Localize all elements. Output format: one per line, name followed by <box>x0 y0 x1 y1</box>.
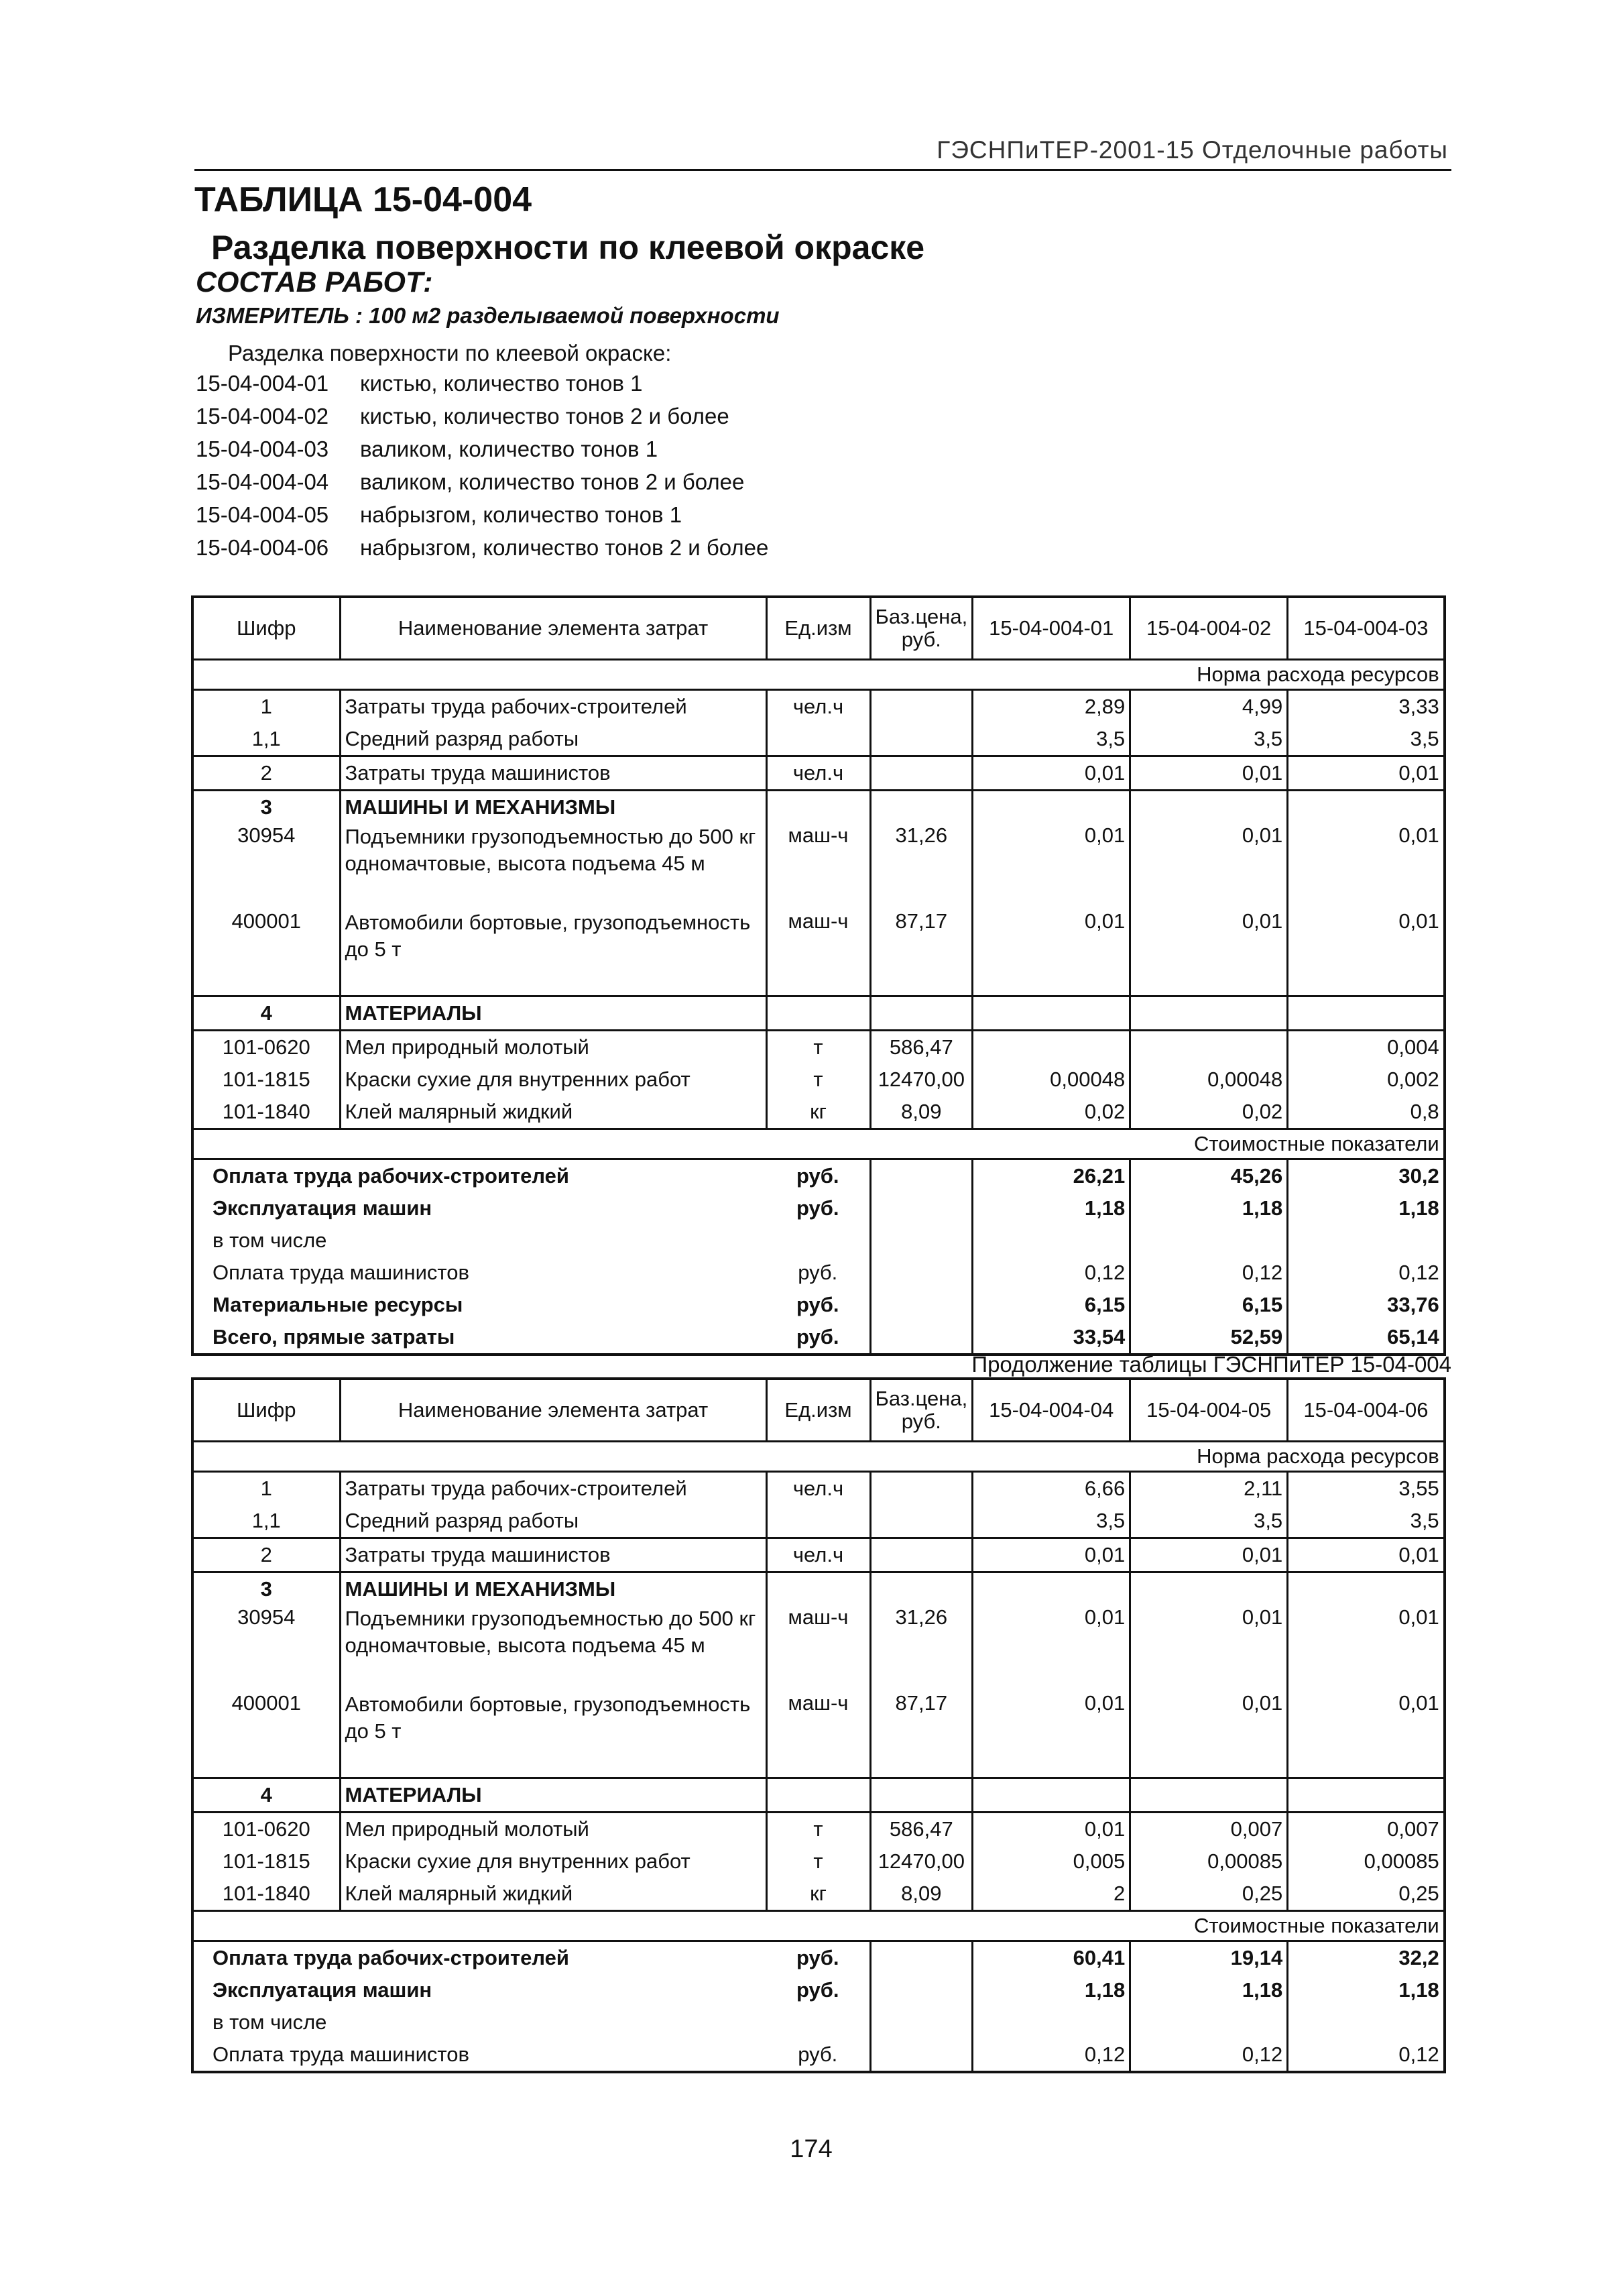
stoim-label: Стоимостные показатели <box>192 1911 1445 1941</box>
row-unit: чел.ч <box>766 1538 870 1572</box>
resource-row <box>192 791 1445 824</box>
row-name: Затраты труда машинистов <box>340 756 766 791</box>
row-unit: чел.ч <box>766 756 870 791</box>
row-unit: маш-ч <box>766 1605 870 1691</box>
cost-unit: руб. <box>766 1289 870 1321</box>
position-text: валиком, количество тонов 2 и более <box>360 469 745 494</box>
stoim-label: Стоимостные показатели <box>192 1129 1445 1159</box>
cost-value-3: 30,2 <box>1398 1164 1439 1188</box>
col-name: Наименование элемента затрат <box>340 597 766 660</box>
resource-row <box>192 756 1445 791</box>
table-header-row <box>192 1379 1445 1442</box>
row-price: 586,47 <box>870 1031 973 1064</box>
row-value-3: 0,01 <box>1288 756 1445 791</box>
row-name: Краски сухие для внутренних работ <box>340 1064 766 1096</box>
row-unit: маш-ч <box>766 909 870 996</box>
norma-label: Норма расхода ресурсов <box>192 660 1445 690</box>
row-value-2: 0,01 <box>1130 823 1288 909</box>
row-value-1: 0,01 <box>973 823 1130 909</box>
row-value-2: 0,00085 <box>1130 1845 1288 1878</box>
row-shifr: 101-1815 <box>222 1849 310 1873</box>
norma-band <box>192 660 1445 690</box>
row-name: Затраты труда рабочих-строителей <box>340 1472 766 1505</box>
col-code-4: 15-04-004-04 <box>973 1379 1130 1442</box>
row-price <box>870 723 973 756</box>
row-unit <box>766 1572 870 1606</box>
cost-value-1: 1,18 <box>973 1974 1130 2006</box>
cost-value-3: 1,18 <box>1398 1196 1439 1220</box>
row-shifr: 1,1 <box>251 727 281 750</box>
row-value-1: 6,66 <box>973 1472 1130 1505</box>
resource-row <box>192 690 1445 724</box>
row-value-1 <box>973 791 1130 824</box>
cost-label: в том числе <box>213 2010 327 2034</box>
cost-row <box>192 1321 1445 1355</box>
row-shifr: 4 <box>192 996 340 1031</box>
resource-row <box>192 1691 1445 1778</box>
row-value-3 <box>1288 791 1445 824</box>
row-value-3: 0,01 <box>1288 1538 1445 1572</box>
col-price <box>870 1379 973 1442</box>
cost-value-2 <box>1130 2006 1288 2039</box>
col-name: Наименование элемента затрат <box>340 1379 766 1442</box>
row-value-3 <box>1288 1778 1445 1813</box>
row-value-3: 0,004 <box>1288 1031 1445 1064</box>
row-value-2 <box>1130 1572 1288 1606</box>
row-unit: т <box>766 1845 870 1878</box>
row-name: Затраты труда рабочих-строителей <box>340 690 766 724</box>
row-name: Автомобили бортовые, грузоподъемность до 5 т <box>340 1691 766 1778</box>
row-value-3: 3,33 <box>1398 695 1439 718</box>
positions-list <box>196 371 768 568</box>
row-value-1: 0,01 <box>973 1605 1130 1691</box>
cost-row <box>192 1941 1445 1975</box>
row-value-2: 0,01 <box>1130 756 1288 791</box>
row-value-2 <box>1130 1031 1288 1064</box>
stoim-band <box>192 1129 1445 1159</box>
row-unit: чел.ч <box>766 1472 870 1505</box>
row-value-2: 0,01 <box>1130 1605 1288 1691</box>
cost-unit: руб. <box>766 1159 870 1193</box>
col-code-1: 15-04-004-01 <box>973 597 1130 660</box>
row-price <box>870 690 973 724</box>
cost-value-3: 65,14 <box>1387 1325 1439 1348</box>
row-value-1: 0,01 <box>973 756 1130 791</box>
razdelka-intro: Разделка поверхности по клеевой окраске: <box>228 341 672 365</box>
row-price <box>870 1572 973 1606</box>
position-code: 15-04-004-02 <box>196 404 329 428</box>
row-value-1 <box>973 996 1130 1031</box>
cost-value-2 <box>1130 1224 1288 1257</box>
row-unit <box>766 1505 870 1538</box>
row-shifr: 2 <box>192 1538 340 1572</box>
row-value-3: 0,00085 <box>1364 1849 1439 1873</box>
row-shifr: 3 <box>192 1572 340 1606</box>
col-price <box>870 597 973 660</box>
cost-price-blank <box>870 1941 973 1975</box>
cost-value-3 <box>1288 2006 1445 2039</box>
col-unit: Ед.изм <box>766 1379 870 1442</box>
row-unit <box>766 1778 870 1813</box>
row-name: Краски сухие для внутренних работ <box>340 1845 766 1878</box>
row-value-1: 3,5 <box>973 723 1130 756</box>
page-number: 174 <box>790 2135 833 2163</box>
row-price <box>870 791 973 824</box>
row-value-2: 0,007 <box>1130 1813 1288 1846</box>
position-text: набрызгом, количество тонов 2 и более <box>360 535 769 560</box>
position-code: 15-04-004-05 <box>196 502 329 527</box>
row-value-1: 2 <box>973 1878 1130 1911</box>
row-name: Средний разряд работы <box>340 723 766 756</box>
cost-row <box>192 1289 1445 1321</box>
row-shifr: 30954 <box>237 823 296 847</box>
row-value-3: 0,8 <box>1410 1100 1439 1123</box>
row-value-3: 3,5 <box>1410 1509 1439 1532</box>
stoim-band <box>192 1911 1445 1941</box>
cost-unit: руб. <box>766 1321 870 1355</box>
cost-value-2: 52,59 <box>1130 1321 1288 1355</box>
row-value-3: 0,007 <box>1288 1813 1445 1846</box>
row-price <box>870 1505 973 1538</box>
row-price <box>870 1538 973 1572</box>
resource-row <box>192 1572 1445 1606</box>
row-name: Клей малярный жидкий <box>340 1878 766 1911</box>
position-item <box>196 371 768 404</box>
row-value-1: 0,01 <box>973 1813 1130 1846</box>
row-shifr: 1,1 <box>251 1509 281 1532</box>
row-value-3 <box>1288 1572 1445 1606</box>
row-value-2 <box>1130 1778 1288 1813</box>
cost-label: в том числе <box>213 1228 327 1252</box>
cost-value-2: 1,18 <box>1130 1192 1288 1224</box>
position-item <box>196 404 768 437</box>
position-item <box>196 535 768 568</box>
row-unit: т <box>766 1813 870 1846</box>
position-item <box>196 469 768 502</box>
row-value-1: 0,02 <box>973 1096 1130 1129</box>
row-value-1: 0,01 <box>973 1691 1130 1778</box>
resource-row <box>192 1878 1445 1911</box>
cost-value-1: 1,18 <box>973 1192 1130 1224</box>
row-name: Мел природный молотый <box>340 1031 766 1064</box>
row-value-2: 2,11 <box>1130 1472 1288 1505</box>
row-name: МАШИНЫ И МЕХАНИЗМЫ <box>340 791 766 824</box>
row-price: 586,47 <box>870 1813 973 1846</box>
cost-price-blank <box>870 2006 973 2039</box>
row-value-2: 3,5 <box>1130 723 1288 756</box>
cost-value-1: 0,12 <box>973 1257 1130 1289</box>
cost-value-1: 33,54 <box>973 1321 1130 1355</box>
row-shifr: 400001 <box>231 1691 301 1715</box>
cost-row <box>192 1192 1445 1224</box>
row-shifr: 4 <box>192 1778 340 1813</box>
col-price-line2: руб. <box>901 628 941 651</box>
cost-value-3 <box>1288 1224 1445 1257</box>
resource-row <box>192 1472 1445 1505</box>
cost-value-1: 0,12 <box>973 2039 1130 2072</box>
cost-label: Всего, прямые затраты <box>213 1325 455 1348</box>
row-value-1 <box>973 1778 1130 1813</box>
col-code-2: 15-04-004-02 <box>1130 597 1288 660</box>
continuation-caption: Продолжение таблицы ГЭСНПиТЕР 15-04-004 <box>971 1352 1451 1377</box>
row-value-2: 0,01 <box>1130 1538 1288 1572</box>
cost-price-blank <box>870 1159 973 1193</box>
cost-label: Оплата труда машинистов <box>213 1261 469 1284</box>
row-value-3 <box>1288 996 1445 1031</box>
cost-unit: руб. <box>766 1974 870 2006</box>
col-shifr: Шифр <box>192 1379 340 1442</box>
row-value-2: 0,25 <box>1130 1878 1288 1911</box>
position-text: набрызгом, количество тонов 1 <box>360 502 682 527</box>
row-value-2: 4,99 <box>1130 690 1288 724</box>
header-rule <box>194 169 1451 171</box>
izmeritel-line: ИЗМЕРИТЕЛЬ : 100 м2 разделываемой поверхности <box>196 303 780 328</box>
row-value-3: 0,01 <box>1398 1691 1439 1715</box>
row-unit: чел.ч <box>766 690 870 724</box>
row-name: МАТЕРИАЛЫ <box>340 996 766 1031</box>
row-value-1: 3,5 <box>973 1505 1130 1538</box>
col-code-5: 15-04-004-05 <box>1130 1379 1288 1442</box>
resource-table-1 <box>191 595 1446 1356</box>
resource-row <box>192 909 1445 996</box>
row-price: 8,09 <box>870 1878 973 1911</box>
row-unit <box>766 996 870 1031</box>
resource-row <box>192 1505 1445 1538</box>
row-value-3: 0,01 <box>1398 823 1439 847</box>
col-price-line2: руб. <box>901 1410 941 1433</box>
row-unit: кг <box>766 1096 870 1129</box>
cost-row <box>192 2006 1445 2039</box>
row-value-3: 3,5 <box>1410 727 1439 750</box>
row-value-2 <box>1130 996 1288 1031</box>
cost-row <box>192 2039 1445 2072</box>
col-price-line1: Баз.цена, <box>875 605 968 628</box>
resource-row <box>192 1096 1445 1129</box>
row-name: Средний разряд работы <box>340 1505 766 1538</box>
sostav-heading: СОСТАВ РАБОТ: <box>196 266 433 298</box>
row-name: Автомобили бортовые, грузоподъемность до 5 т <box>340 909 766 996</box>
cost-value-1 <box>973 1224 1130 1257</box>
resource-row <box>192 1538 1445 1572</box>
position-item <box>196 437 768 469</box>
row-value-1: 0,01 <box>973 1538 1130 1572</box>
cost-price-blank <box>870 1289 973 1321</box>
row-value-2: 0,01 <box>1130 1691 1288 1778</box>
row-unit: маш-ч <box>766 823 870 909</box>
row-price: 12470,00 <box>870 1064 973 1096</box>
row-unit: т <box>766 1064 870 1096</box>
row-value-3: 3,55 <box>1398 1477 1439 1500</box>
position-text: валиком, количество тонов 1 <box>360 437 658 461</box>
row-shifr: 1 <box>260 695 272 718</box>
row-value-2 <box>1130 791 1288 824</box>
row-value-2: 0,02 <box>1130 1096 1288 1129</box>
cost-row <box>192 1257 1445 1289</box>
cost-value-3: 0,12 <box>1398 2043 1439 2066</box>
row-price: 8,09 <box>870 1096 973 1129</box>
cost-price-blank <box>870 1224 973 1257</box>
cost-value-2: 0,12 <box>1130 2039 1288 2072</box>
row-value-3: 0,002 <box>1387 1068 1439 1091</box>
row-shifr: 101-0620 <box>192 1031 340 1064</box>
table-header-row <box>192 597 1445 660</box>
row-name: МАШИНЫ И МЕХАНИЗМЫ <box>340 1572 766 1606</box>
resource-row <box>192 1778 1445 1813</box>
cost-row <box>192 1159 1445 1193</box>
row-shifr: 101-1840 <box>222 1100 310 1123</box>
cost-unit: руб. <box>766 2039 870 2072</box>
resource-row <box>192 1605 1445 1691</box>
row-value-3: 0,25 <box>1398 1882 1439 1905</box>
table-subtitle: Разделка поверхности по клеевой окраске <box>211 229 925 266</box>
cost-value-2: 45,26 <box>1130 1159 1288 1193</box>
resource-table-2 <box>191 1377 1446 2073</box>
cost-value-3: 0,12 <box>1398 1261 1439 1284</box>
position-code: 15-04-004-01 <box>196 371 329 396</box>
cost-value-2: 1,18 <box>1130 1974 1288 2006</box>
cost-label: Оплата труда машинистов <box>213 2043 469 2066</box>
row-value-1: 0,01 <box>973 909 1130 996</box>
row-price: 31,26 <box>870 823 973 909</box>
norma-label: Норма расхода ресурсов <box>192 1442 1445 1472</box>
row-shifr: 1 <box>260 1477 272 1500</box>
position-code: 15-04-004-04 <box>196 469 329 494</box>
row-shifr: 3 <box>192 791 340 824</box>
cost-row <box>192 1224 1445 1257</box>
row-shifr: 400001 <box>231 909 301 933</box>
col-price-line1: Баз.цена, <box>875 1387 968 1410</box>
resource-row <box>192 723 1445 756</box>
row-value-2: 0,00048 <box>1130 1064 1288 1096</box>
resource-row <box>192 823 1445 909</box>
row-price <box>870 1472 973 1505</box>
resource-row <box>192 1845 1445 1878</box>
col-shifr: Шифр <box>192 597 340 660</box>
col-code-6: 15-04-004-06 <box>1288 1379 1445 1442</box>
cost-value-1: 60,41 <box>973 1941 1130 1975</box>
row-value-1 <box>973 1572 1130 1606</box>
row-name: МАТЕРИАЛЫ <box>340 1778 766 1813</box>
row-value-3: 0,01 <box>1398 1605 1439 1629</box>
cost-label: Оплата труда рабочих-строителей <box>213 1164 569 1188</box>
row-unit <box>766 723 870 756</box>
row-shifr: 101-1840 <box>222 1882 310 1905</box>
row-value-1 <box>973 1031 1130 1064</box>
resource-row <box>192 996 1445 1031</box>
position-text: кистью, количество тонов 1 <box>360 371 643 396</box>
cost-price-blank <box>870 1257 973 1289</box>
cost-price-blank <box>870 1192 973 1224</box>
row-value-2: 0,01 <box>1130 909 1288 996</box>
row-value-1: 2,89 <box>973 690 1130 724</box>
cost-value-2: 6,15 <box>1130 1289 1288 1321</box>
cost-unit <box>766 2006 870 2039</box>
row-shifr: 2 <box>192 756 340 791</box>
row-name: Подъемники грузоподъемностью до 500 кг одномачтовые, высота подъема 45 м <box>340 1605 766 1691</box>
resource-row <box>192 1064 1445 1096</box>
col-unit: Ед.изм <box>766 597 870 660</box>
row-unit: т <box>766 1031 870 1064</box>
cost-price-blank <box>870 1974 973 2006</box>
row-price: 12470,00 <box>870 1845 973 1878</box>
cost-value-2: 0,12 <box>1130 1257 1288 1289</box>
cost-label: Материальные ресурсы <box>213 1293 463 1316</box>
row-value-1: 0,00048 <box>973 1064 1130 1096</box>
position-item <box>196 502 768 535</box>
row-unit: кг <box>766 1878 870 1911</box>
running-header: ГЭСНПиТЕР-2001-15 Отделочные работы <box>937 136 1448 164</box>
cost-value-3: 1,18 <box>1398 1978 1439 2002</box>
norma-band <box>192 1442 1445 1472</box>
cost-value-3: 33,76 <box>1387 1293 1439 1316</box>
cost-unit: руб. <box>766 1257 870 1289</box>
row-price <box>870 756 973 791</box>
row-shifr: 101-1815 <box>222 1068 310 1091</box>
table-title: ТАБЛИЦА 15-04-004 <box>194 180 532 219</box>
row-price <box>870 996 973 1031</box>
row-price: 87,17 <box>870 909 973 996</box>
cost-value-2: 19,14 <box>1130 1941 1288 1975</box>
cost-row <box>192 1974 1445 2006</box>
position-code: 15-04-004-03 <box>196 437 329 461</box>
position-text: кистью, количество тонов 2 и более <box>360 404 729 428</box>
cost-value-1: 6,15 <box>973 1289 1130 1321</box>
cost-label: Эксплуатация машин <box>213 1978 432 2002</box>
row-name: Клей малярный жидкий <box>340 1096 766 1129</box>
row-name: Подъемники грузоподъемностью до 500 кг одномачтовые, высота подъема 45 м <box>340 823 766 909</box>
cost-unit: руб. <box>766 1192 870 1224</box>
cost-price-blank <box>870 1321 973 1355</box>
row-name: Мел природный молотый <box>340 1813 766 1846</box>
row-shifr: 30954 <box>237 1605 296 1629</box>
row-name: Затраты труда машинистов <box>340 1538 766 1572</box>
cost-value-3: 32,2 <box>1398 1946 1439 1969</box>
row-unit <box>766 791 870 824</box>
col-code-3: 15-04-004-03 <box>1288 597 1445 660</box>
cost-value-1: 26,21 <box>973 1159 1130 1193</box>
cost-unit: руб. <box>766 1941 870 1975</box>
cost-label: Эксплуатация машин <box>213 1196 432 1220</box>
row-value-3: 0,01 <box>1398 909 1439 933</box>
row-price <box>870 1778 973 1813</box>
cost-label: Оплата труда рабочих-строителей <box>213 1946 569 1969</box>
resource-row <box>192 1031 1445 1064</box>
row-price: 31,26 <box>870 1605 973 1691</box>
position-code: 15-04-004-06 <box>196 535 329 560</box>
row-shifr: 101-0620 <box>192 1813 340 1846</box>
row-price: 87,17 <box>870 1691 973 1778</box>
cost-value-1 <box>973 2006 1130 2039</box>
row-value-1: 0,005 <box>973 1845 1130 1878</box>
cost-unit <box>766 1224 870 1257</box>
row-value-2: 3,5 <box>1130 1505 1288 1538</box>
row-unit: маш-ч <box>766 1691 870 1778</box>
resource-row <box>192 1813 1445 1846</box>
cost-price-blank <box>870 2039 973 2072</box>
